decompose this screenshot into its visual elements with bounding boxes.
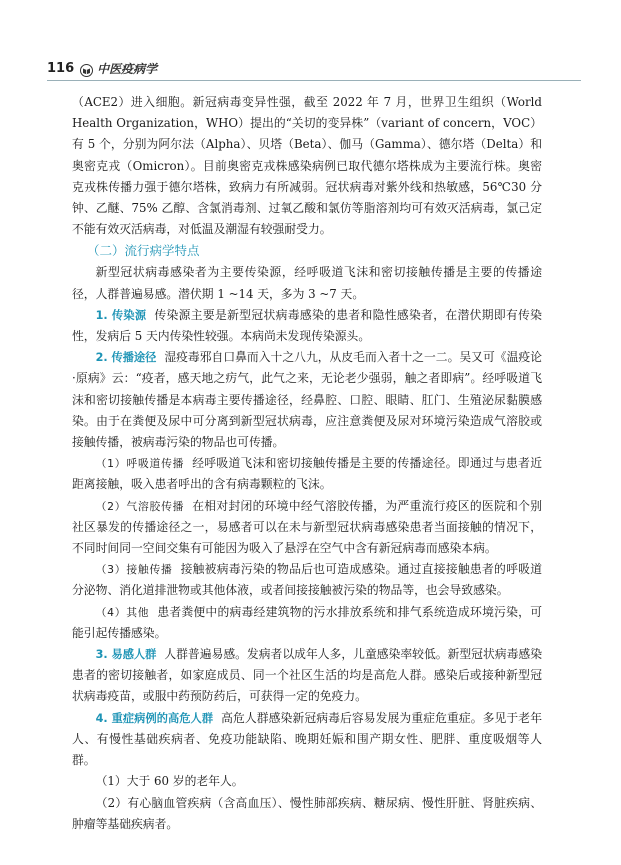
item-text: 高危人群感染新冠病毒后容易发展为重症危重症。多见于老年人、有慢性基础疾病者、免疫功能缺陷、晚期妊娠和围产期女性、肥胖、重度吸烟等人群。 (72, 710, 542, 768)
route-text: 接触被病毒污染的物品后也可造成感染。通过直接接触患者的呼吸道分泌物、消化道排泄物或其他体液，或者间接接触被污染的物品等，也会导致感染。 (72, 562, 542, 598)
item-text: 人群普遍易感。发病者以成年人多，儿童感染率较低。新型冠状病毒感染患者的密切接触者，如家庭成员、同一个社区生活的均是高危人群。感染后或接种新型冠状病毒疫苗，或服中药预防药后，可获得一定的免疫力。 (72, 647, 542, 704)
intro-paragraph: （ACE2）进入细胞。新冠病毒变异性强，截至 2022 年 7 月，世界卫生组织（World Health Organization，WHO）提出的“关切的变异株”（variant of concern，VOC）有 5 个，分别为阿尔法（Alpha）、贝塔（Beta）、伽马（Gamma）、德尔塔（Delta）和奥密克戎（Omicron）。目前奥密克戎株感染病例已取代德尔塔株成为主要流行株。奥密克戎株传播力强于德尔塔株，致病力有所减弱。冠状病毒对紫外线和热敏感，56℃30 分钟、乙醚、75% 乙醇、含氯消毒剂、过氧乙酸和氯仿等脂溶剂均可有效灭活病毒，氯己定不能有效灭活病毒，对低温及潮湿有较强耐受力。 (72, 95, 542, 237)
section-lead-paragraph: 新型冠状病毒感染者为主要传染源，经呼吸道飞沫和密切接触传播是主要的传播途径，人群普遍易感。潜伏期 1 ~14 天，多为 3 ~7 天。 (72, 265, 542, 301)
book-icon (80, 62, 93, 75)
item-heading: 3. 易感人群 (95, 648, 157, 662)
route-text: 患者粪便中的病毒经建筑物的污水排放系统和排气系统造成环境污染，可能引起传播感染。 (72, 604, 542, 640)
high-risk-list-item: （2）有心脑血管疾病（含高血压）、慢性肺部疾病、糖尿病、慢性肝脏、肾脏疾病、肿瘤等基础疾病者。 (72, 795, 542, 831)
route-paragraph-contact (72, 559, 542, 601)
item-paragraph-transmission (72, 347, 542, 453)
header-rule (47, 80, 581, 81)
item-text: 传染源主要是新型冠状病毒感染的患者和隐性感染者，在潜伏期即有传染性，发病后 5 天内传染性较强。本病尚未发现传染源头。 (72, 307, 542, 344)
route-heading: （2）气溶胶传播 (95, 499, 185, 513)
route-paragraph-other (72, 602, 542, 644)
item-heading: 2. 传播途径 (95, 351, 157, 365)
route-paragraph-respiratory (72, 453, 542, 495)
page-number: 116 (47, 60, 75, 76)
route-paragraph-aerosol (72, 496, 542, 560)
item-heading: 1. 传染源 (95, 308, 147, 322)
item-text: 湿疫毒邪自口鼻而入十之八九，从皮毛而入者十之一二。吴又可《温疫论·原病》云：“疫者，感天地之疠气，此气之来，无论老少强弱，触之者即病”。经呼吸道飞沫和密切接触传播是本病毒主要传播途径，经鼻腔、口腔、眼睛、肛门、生殖泌尿黏膜感染。由于在粪便及尿中可分离到新型冠状病毒，应注意粪便及尿对环境污染造成气溶胶或接触传播，被病毒污染的物品也可传播。 (72, 350, 542, 450)
route-text: 经呼吸道飞沫和密切接触传播是主要的传播途径。即通过与患者近距离接触，吸入患者呼出的含有病毒颗粒的飞沫。 (72, 456, 542, 492)
book-title: 中医疫病学 (97, 61, 158, 76)
section-title: （二）流行病学特点 (87, 243, 200, 259)
route-text: 在相对封闭的环境中经气溶胶传播，为严重流行疫区的医院和个别社区暴发的传播途径之一，易感者可以在未与新型冠状病毒感染患者当面接触的情况下，不同时间同一空间交集有可能因为吸入了悬浮在空气中含有新冠病毒而感染本病。 (72, 498, 542, 556)
route-heading: （3）接触传播 (95, 563, 173, 577)
item-paragraph-source (72, 305, 542, 347)
item-paragraph-susceptible (72, 644, 542, 708)
page-content (72, 92, 542, 835)
page-header (47, 58, 587, 78)
high-risk-list-item: （1）大于 60 岁的老年人。 (95, 774, 244, 789)
route-heading: （4）其他 (95, 605, 150, 619)
item-paragraph-high-risk (72, 708, 542, 772)
route-heading: （1）呼吸道传播 (95, 457, 185, 471)
item-heading: 4. 重症病例的高危人群 (95, 711, 214, 725)
